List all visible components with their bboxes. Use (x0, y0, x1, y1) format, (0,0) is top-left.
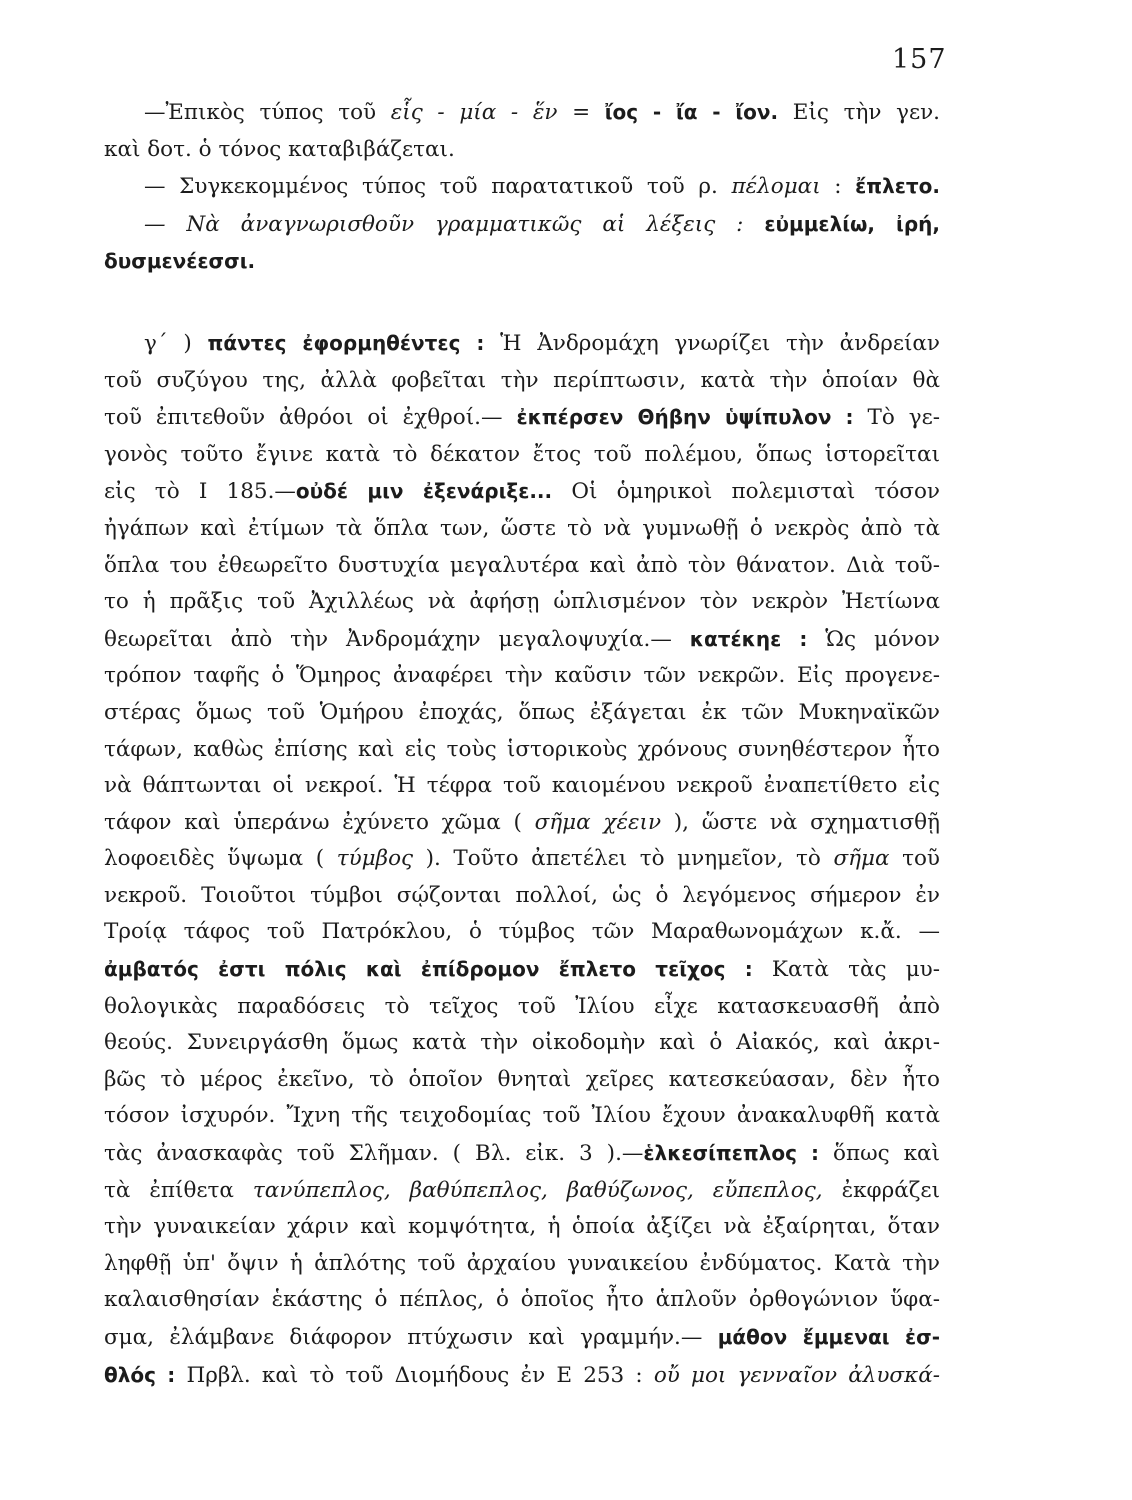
text-line (104, 168, 940, 206)
text-run: τοῦ (889, 846, 940, 872)
text-line (104, 658, 940, 695)
bold-term: πάντες ἐφορμηθέντες : (207, 330, 485, 355)
text-line (104, 1173, 940, 1210)
paragraph-gap (104, 281, 940, 325)
text-run: ), ὥστε νὰ σχηματισθῇ (661, 809, 940, 835)
text-run: —Ἐπικὸς τύπος τοῦ (144, 100, 391, 125)
text-run: Ἡ Ἀνδρομάχη γνωρίζει τὴν ἀνδρείαν (484, 330, 941, 356)
text-line (104, 768, 940, 805)
text-run: εἰς τὸ Ι 185.— (104, 479, 296, 505)
text-run: — Συγκεκομμένος τύπος τοῦ παρατατικοῦ τοῦ ρ. (144, 174, 732, 200)
italic-text: — Νὰ ἀναγνωρισθοῦν γραμματικῶς αἱ λέξεις : (144, 211, 744, 237)
bold-term: ἔπλετο. (855, 174, 940, 199)
text-run: Πρβλ. καὶ τὸ τοῦ Διομήδους ἐν Ε 253 : (175, 1362, 654, 1388)
text-line (104, 363, 940, 400)
text-run: τοῦ συζύγου της, ἀλλὰ φοβεῖται τὴν περίπτωσιν, κατὰ τὴν ὁποίαν θὰ (104, 367, 940, 393)
text-run: τόσον ἰσχυρόν. Ἴχνη τῆς τειχοδομίας τοῦ Ἰλίου ἔχουν ἀνακαλυφθῆ κατὰ (104, 1103, 940, 1129)
text-run: γ΄ ) (144, 330, 208, 356)
text-run: τάφων, καθὼς ἐπίσης καὶ εἰς τοὺς ἱστορικοὺς χρόνους συνηθέστερον ἦτο (104, 736, 940, 762)
text-run: τρόπον ταφῆς ὁ Ὅμηρος ἀναφέρει τὴν καῦσιν τῶν νεκρῶν. Εἰς προγενε- (104, 663, 940, 689)
text-run: ἠγάπων καὶ ἐτίμων τὰ ὅπλα των, ὥστε τὸ νὰ γυμνωθῇ ὁ νεκρὸς ἀπὸ τὰ (104, 515, 940, 541)
bold-term: θλός : (104, 1362, 176, 1387)
text-run: ὅπως καὶ (819, 1141, 941, 1167)
bold-term: ἴος - ἴα - ἴον. (604, 100, 779, 124)
text-line (104, 914, 940, 951)
text-run: στέρας ὅμως τοῦ Ὁμήρου ἐποχάς, ὅπως ἐξάγεται ἐκ τῶν Μυκηναϊκῶν (104, 699, 940, 725)
bold-term: κατέκηε : (689, 626, 808, 651)
bold-term: ἀμβατός ἐστι πόλις καὶ ἐπίδρομον ἔπλετο τεῖχος : (104, 957, 753, 982)
bold-term: μάθον ἔμμεναι ἐσ- (717, 1325, 940, 1349)
text-line (104, 437, 940, 474)
bold-term: δυσμενέεσσι. (104, 249, 256, 274)
text-run: νεκροῦ. Τοιοῦτοι τύμβοι σῴζονται πολλοί, ὡς ὁ λεγόμενος σήμερον ἐν (104, 882, 940, 908)
text-line (104, 1357, 940, 1395)
bold-term: εὐμμελίω, ἰρή, (764, 211, 940, 236)
page-number: 157 (892, 44, 947, 75)
bold-term: οὐδέ μιν ἐξενάριξε... (295, 479, 553, 504)
text-run: τοῦ ἐπιτεθοῦν ἀθρόοι οἱ ἐχθροί.— (104, 405, 517, 431)
text-line (104, 695, 940, 732)
bold-term: ἑλκεσίπεπλος : (643, 1141, 820, 1166)
text-run: = (557, 100, 605, 125)
italic-text: οὔ μοι γενναῖον ἀλυσκά- (653, 1362, 940, 1388)
italic-text: τύμβος (336, 846, 414, 872)
text-run: Τροίᾳ τάφος τοῦ Πατρόκλου, ὁ τύμβος τῶν Μαραθωνομάχων κ.ἄ. — (104, 919, 940, 945)
text-run: ὅπλα του ἐθεωρεῖτο δυστυχία μεγαλυτέρα καὶ ἀπὸ τὸν θάνατον. Διὰ τοῦ- (104, 552, 940, 578)
text-line (104, 132, 940, 169)
italic-text: εἷς - μία - ἕν (390, 100, 558, 125)
bold-term: ἐκπέρσεν Θήβην ὑψίπυλον : (516, 405, 854, 430)
text-line (104, 473, 940, 511)
italic-text: πέλομαι (731, 174, 821, 200)
text-line (104, 1282, 940, 1319)
text-line (104, 243, 940, 281)
text-line (104, 1062, 940, 1099)
text-run: θολογικὰς παραδόσεις τὸ τεῖχος τοῦ Ἰλίου εἶχε κατασκευασθῆ ἀπὸ (104, 993, 940, 1019)
text-run: θεωρεῖται ἀπὸ τὴν Ἀνδρομάχην μεγαλοψυχία.— (104, 626, 690, 652)
text-run: νὰ θάπτωνται οἱ νεκροί. Ἡ τέφρα τοῦ καιομένου νεκροῦ ἐναπετίθετο εἰς (104, 773, 940, 799)
text-line (104, 1246, 940, 1283)
text-run: Τὸ γε- (853, 405, 940, 431)
text-line (104, 584, 940, 621)
text-run: γονὸς τοῦτο ἔγινε κατὰ τὸ δέκατον ἔτος τοῦ πολέμου, ὅπως ἱστορεῖται (104, 441, 940, 467)
text-run: θεούς. Συνειργάσθη ὅμως κατὰ τὴν οἰκοδομὴν καὶ ὁ Αἰακός, καὶ ἀκρι- (104, 1030, 940, 1056)
text-line (104, 206, 940, 244)
text-run: καὶ δοτ. ὁ τόνος καταβιβάζεται. (104, 136, 455, 162)
text-line (104, 1209, 940, 1246)
text-run: τὴν γυναικείαν χάριν καὶ κομψότητα, ἡ ὁποία ἀξίζει νὰ ἐξαίρηται, ὅταν (104, 1214, 940, 1240)
body-text (104, 94, 940, 1394)
italic-text: τανύπεπλος, βαθύπεπλος, βαθύζωνος, εὔπεπλος, (252, 1177, 823, 1203)
text-run: Ὡς μόνον (807, 626, 940, 652)
text-line (104, 878, 940, 915)
text-line (104, 1098, 940, 1135)
text-run: λοφοειδὲς ὕψωμα ( (104, 846, 337, 872)
text-line (104, 621, 940, 659)
text-line (104, 94, 940, 132)
text-run: Κατὰ τὰς μυ- (752, 957, 940, 983)
text-line (104, 399, 940, 437)
text-run: το ἡ πρᾶξις τοῦ Ἀχιλλέως νὰ ἀφήσῃ ὡπλισμένον τὸν νεκρὸν Ἠετίωνα (104, 589, 940, 615)
text-run: : (820, 174, 856, 200)
text-run: σμα, ἐλάμβανε διάφορον πτύχωσιν καὶ γραμμήν.— (104, 1325, 718, 1350)
text-run: ληφθῇ ὑπ' ὄψιν ἡ ἁπλότης τοῦ ἀρχαίου γυναικείου ἐνδύματος. Κατὰ τὴν (104, 1250, 940, 1276)
text-run: τὰς ἀνασκαφὰς τοῦ Σλῆμαν. ( Βλ. εἰκ. 3 ).— (104, 1141, 644, 1167)
text-line (104, 732, 940, 769)
text-line (104, 951, 940, 989)
text-run: Οἱ ὁμηρικοὶ πολεμισταὶ τόσον (552, 479, 940, 505)
text-line (104, 1135, 940, 1173)
text-run: τάφον καὶ ὑπεράνω ἐχύνετο χῶμα ( (104, 809, 535, 835)
text-line (104, 1319, 940, 1357)
text-run: τὰ ἐπίθετα (104, 1177, 253, 1203)
italic-text: σῆμα χέειν (534, 809, 662, 835)
text-line (104, 805, 940, 842)
text-line (104, 841, 940, 878)
text-run: Εἰς τὴν γεν. (778, 100, 940, 125)
text-run (743, 212, 764, 237)
text-run: ). Τοῦτο ἀπετέλει τὸ μνημεῖον, τὸ (413, 846, 834, 872)
text-line (104, 511, 940, 548)
text-run: ἐκφράζει (822, 1177, 940, 1203)
text-line (104, 548, 940, 585)
text-run: βῶς τὸ μέρος ἐκεῖνο, τὸ ὁποῖον θνηταὶ χεῖρες κατεσκεύασαν, δὲν ἦτο (104, 1066, 940, 1092)
italic-text: σῆμα (833, 846, 890, 872)
text-line (104, 1025, 940, 1062)
text-line (104, 325, 940, 363)
text-run: καλαισθησίαν ἑκάστης ὁ πέπλος, ὁ ὁποῖος ἦτο ἁπλοῦν ὀρθογώνιον ὕφα- (104, 1287, 940, 1313)
text-line (104, 989, 940, 1026)
